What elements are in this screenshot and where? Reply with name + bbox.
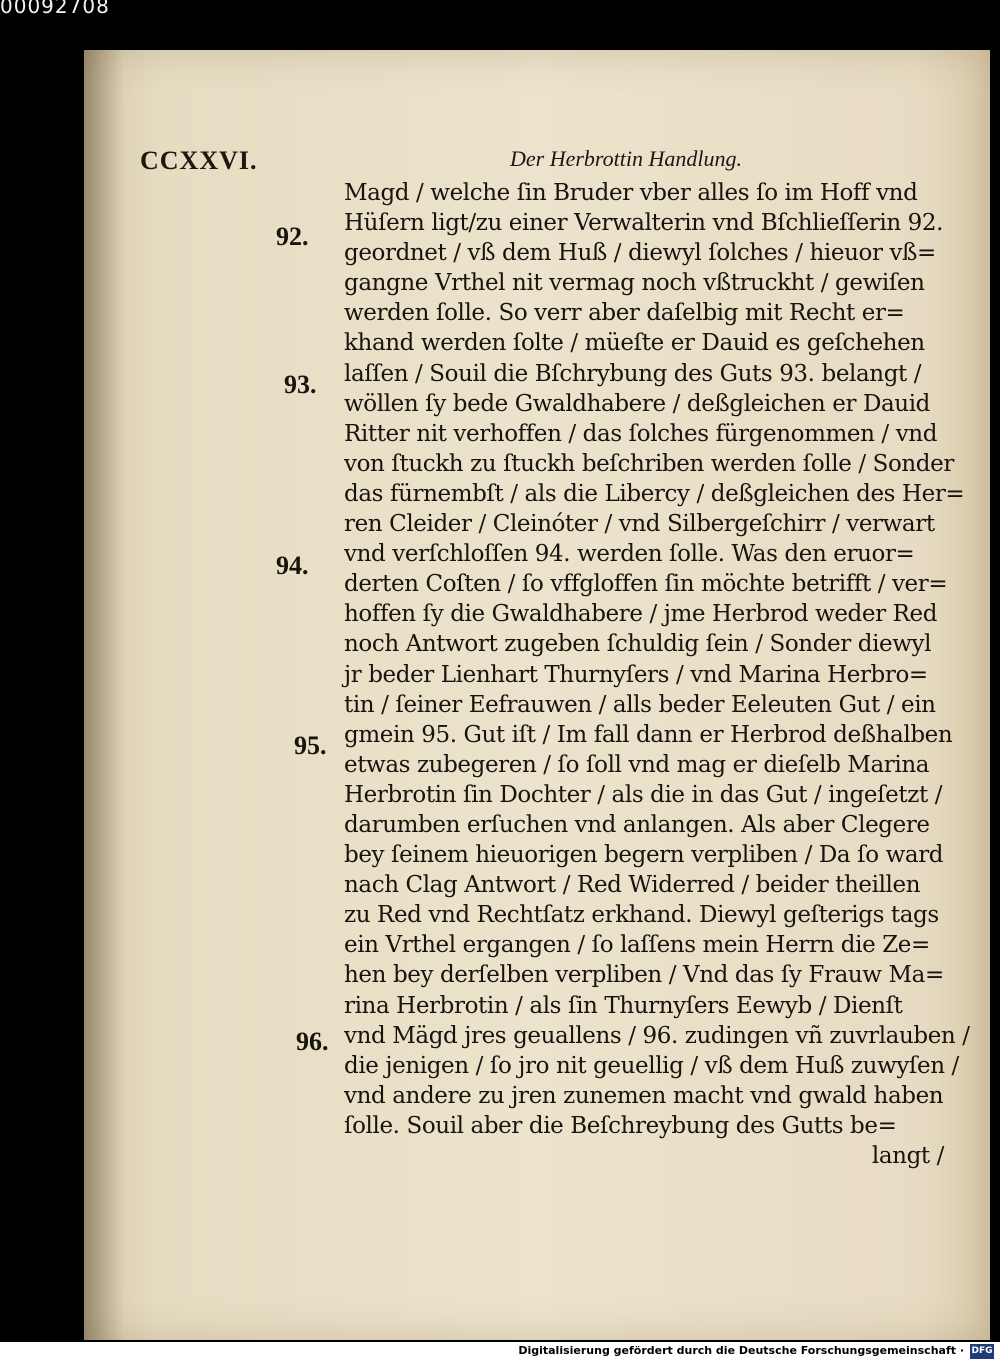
gutter-shadow (84, 50, 124, 1340)
footer-credit: Digitalisierung gefördert durch die Deutsche Forschungsgemeinschaft · (518, 1344, 964, 1357)
text-line: von ſtuckh zu ſtuckh beſchriben werden ſolle / Sonder (344, 450, 954, 477)
dfg-logo: DFG (970, 1344, 994, 1359)
margin-number: 95. (294, 731, 327, 760)
text-line: hen bey derſelben verpliben / Vnd das ſy Frauw Ma= (344, 962, 944, 989)
text-line: das fürnembſt / als die Libercy / deßgleichen des Her= (344, 480, 965, 507)
margin-number: 96. (296, 1027, 329, 1056)
text-line: wöllen ſy bede Gwaldhabere / deßgleichen er Dauid (344, 390, 931, 417)
text-line: gangne Vrthel nit vermag noch vßtruckht / gewiſen (344, 270, 925, 297)
body-text (344, 178, 970, 1171)
text-line: nach Clag Antwort / Red Widerred / beider theillen (344, 872, 921, 899)
text-line: Ritter nit verhoffen / das ſolches fürgenommen / vnd (344, 420, 938, 447)
text-line: zu Red vnd Rechtſatz erkhand. Diewyl geſterigs tags (344, 902, 939, 929)
text-line: werden ſolle. So verr aber daſelbig mit Recht er= (344, 300, 905, 327)
text-line: laſſen / Souil die Bſchrybung des Guts 93. belangt / (344, 360, 922, 387)
viewer-id: 00092708 (0, 0, 110, 18)
margin-number: 92. (276, 222, 309, 251)
margin-number: 94. (276, 551, 309, 580)
text-line: Magd / welche ſin Bruder vber alles ſo im Hoff vnd (344, 180, 918, 206)
text-line: bey ſeinem hieuorigen begern verpliben / Da ſo ward (344, 842, 944, 869)
text-line: noch Antwort zugeben ſchuldig ſein / Sonder diewyl (344, 631, 932, 658)
text-line: Hüſern ligt/zu einer Verwalterin vnd Bſchlieſſerin 92. (344, 210, 944, 237)
text-line: jr beder Lienhart Thurnyſers / vnd Marina Herbro= (344, 661, 928, 688)
text-line: die jenigen / ſo jro nit geuellig / vß dem Huß zuwyſen / (344, 1052, 959, 1079)
text-line: khand werden ſolte / müeſte er Dauid es geſchehen (344, 330, 925, 357)
text-line: ein Vrthel ergangen / ſo laſſens mein Herrn die Ze= (344, 932, 930, 959)
text-line: etwas zubegeren / ſo ſoll vnd mag er dieſelb Marina (344, 751, 930, 778)
text-line: hoffen ſy die Gwaldhabere / jme Herbrod weder Red (344, 601, 938, 628)
text-line: darumben erſuchen vnd anlangen. Als aber Clegere (344, 811, 930, 838)
text-line: derten Coſten / ſo vffgloffen ſin möchte betrifft / ver= (344, 571, 948, 598)
text-line: gmein 95. Gut iſt / Im fall dann er Herbrod deßhalben (344, 721, 953, 748)
text-line: rina Herbrotin / als ſin Thurnyſers Eewyb / Dienſt (344, 992, 903, 1019)
text-line: vnd andere zu jren zunemen macht vnd gwald haben (344, 1082, 944, 1109)
footer-bar (0, 1342, 1000, 1362)
catchword: langt / (871, 1143, 944, 1169)
running-head: Der Herbrottin Handlung. (510, 146, 743, 171)
text-line: vnd verſchloſſen 94. werden ſolle. Was den eruor= (344, 541, 915, 568)
text-line: Herbrotin ſin Dochter / als die in das Gut / ingeſetzt / (344, 781, 943, 808)
text-line: ren Cleider / Cleinóter / vnd Silbergeſchirr / verwart (344, 511, 935, 538)
text-line: tin / ſeiner Eefrauwen / alls beder Eeleuten Gut / ein (344, 691, 936, 718)
text-line: ſolle. Souil aber die Beſchreybung des Gutts be= (344, 1112, 897, 1139)
margin-number: 93. (284, 370, 317, 399)
text-line: geordnet / vß dem Huß / diewyl ſolches / hieuor vß= (344, 240, 936, 267)
folio-number: CCXXVI. (140, 146, 258, 175)
text-line: vnd Mägd jres geuallens / 96. zudingen vñ zuvrlauben / (344, 1022, 970, 1049)
